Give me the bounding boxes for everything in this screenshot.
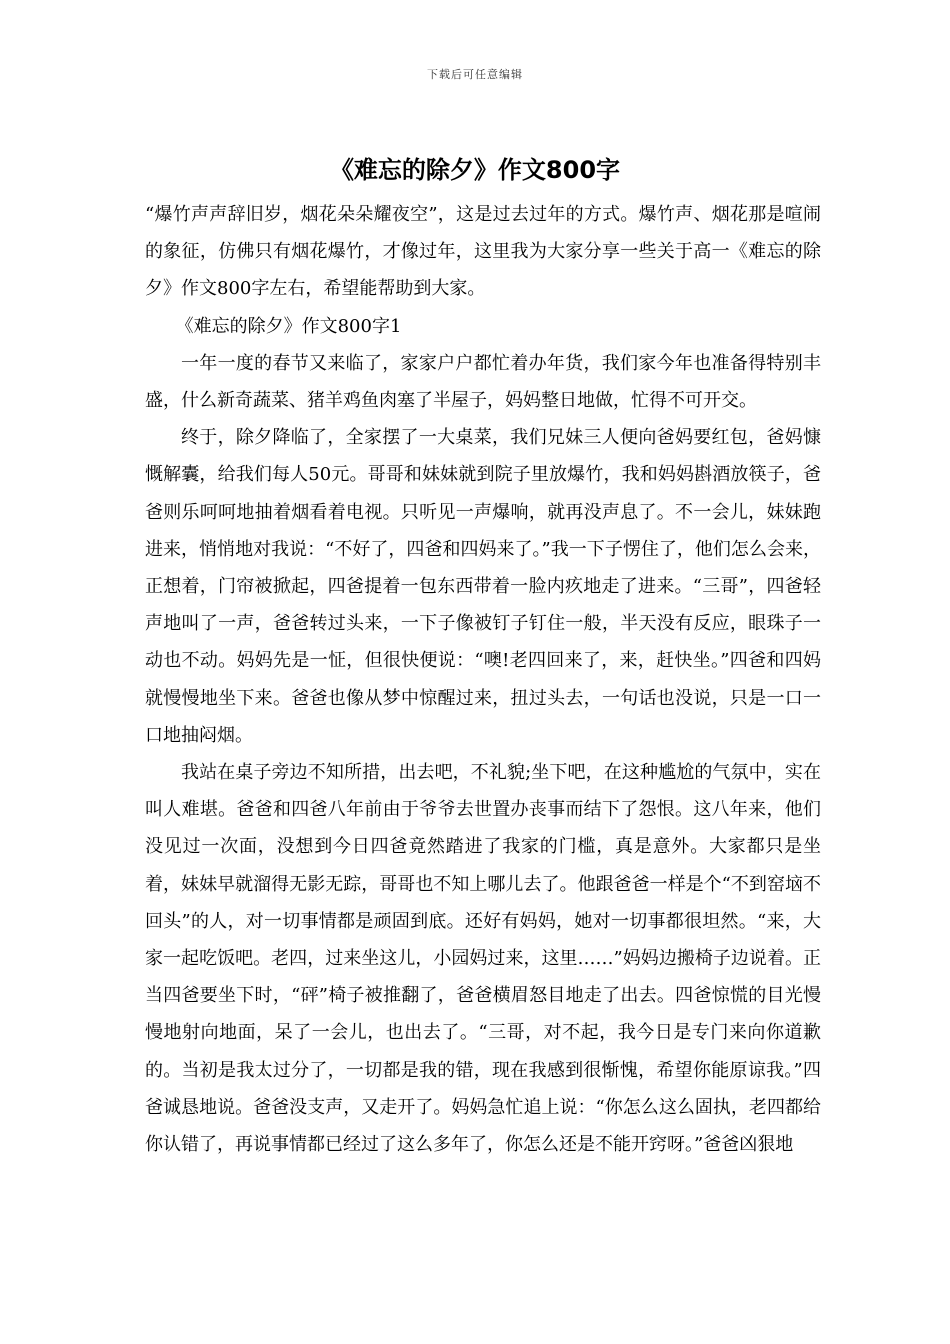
section-heading: 《难忘的除夕》作文800字1 (175, 315, 402, 337)
body-paragraph: 一年一度的春节又来临了，家家户户都忙着办年货，我们家今年也准备得特别丰盛，什么新奇蔬菜、猪羊鸡鱼肉塞了半屋子，妈妈整日地做，忙得不可开交。 (145, 352, 821, 412)
article-body (145, 196, 821, 1163)
page-title: 《难忘的除夕》作文800字 (329, 156, 621, 184)
header-note: 下载后可任意编辑 (427, 68, 523, 81)
body-paragraph: 终于，除夕降临了，全家摆了一大桌菜，我们兄妹三人便向爸妈要红包，爸妈慷慨解囊，给我们每人50元。哥哥和妹妹就到院子里放爆竹，我和妈妈斟酒放筷子，爸爸则乐呵呵地抽着烟看着电视。只听见一声爆响，就再没声息了。不一会儿，妹妹跑进来，悄悄地对我说：“不好了，四爸和四妈来了。”我一下子愣住了，他们怎么会来，正想着，门帘被掀起，四爸提着一包东西带着一脸内疚地走了进来。“三哥”，四爸轻声地叫了一声，爸爸转过头来，一下子像被钉子钉住一般，半天没有反应，眼珠子一动也不动。妈妈先是一怔，但很快便说：“噢!老四回来了，来，赶快坐。”四爸和四妈就慢慢地坐下来。爸爸也像从梦中惊醒过来，扭过头去，一句话也没说，只是一口一口地抽闷烟。 (145, 427, 821, 746)
body-paragraph: 我站在桌子旁边不知所措，出去吧，不礼貌;坐下吧，在这种尴尬的气氛中，实在叫人难堪。爸爸和四爸八年前由于爷爷去世置办丧事而结下了怨恨。这八年来，他们没见过一次面，没想到今日四爸竟然踏进了我家的门槛，真是意外。大家都只是坐着，妹妹早就溜得无影无踪，哥哥也不知上哪儿去了。他跟爸爸一样是个“不到窑垴不回头”的人，对一切事情都是顽固到底。还好有妈妈，她对一切事都很坦然。“来，大家一起吃饭吧。老四，过来坐这儿，小园妈过来，这里……”妈妈边搬椅子边说着。正当四爸要坐下时，“砰”椅子被推翻了，爸爸横眉怒目地走了出去。四爸惊慌的目光慢慢地射向地面，呆了一会儿，也出去了。“三哥，对不起，我今日是专门来向你道歉的。当初是我太过分了，一切都是我的错，现在我感到很惭愧，希望你能原谅我。”四爸诚恳地说。爸爸没支声，又走开了。妈妈急忙追上说：“你怎么这么固执，老四都给你认错了，再说事情都已经过了这么多年了，你怎么还是不能开窍呀。”爸爸凶狠地 (145, 762, 821, 1156)
intro-paragraph: “爆竹声声辞旧岁，烟花朵朵耀夜空”，这是过去过年的方式。爆竹声、烟花那是喧闹的象征，仿佛只有烟花爆竹，才像过年，这里我为大家分享一些关于高一《难忘的除夕》作文800字左右，希望能帮助到大家。 (145, 204, 821, 300)
